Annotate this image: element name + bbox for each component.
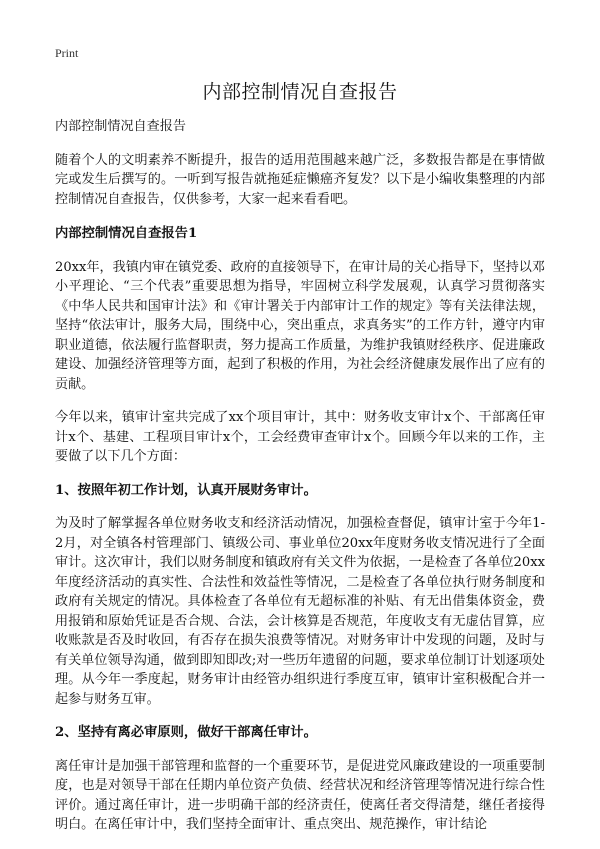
intro-paragraph: 随着个人的文明素养不断提升，报告的适用范围越来越广泛，多数报告都是在事情做完或发生后撰写的。一听到写报告就拖延症懒癌齐复发？以下是小编收集整理的内部控制情况自查报告，仅供参考，大家一起来看看吧。 [55, 152, 545, 207]
document-subtitle: 内部控制情况自查报告 [55, 119, 186, 134]
paragraph-1: 20xx年，我镇内审在镇党委、政府的直接领导下，在审计局的关心指导下，坚持以邓小平理论、“三个代表”重要思想为指导，牢固树立科学发展观，认真学习贯彻落实《中华人民共和国审计法》和《审计署关于内部审计工作的规定》等有关法律法规，坚持“依法审计，服务大局，围绕中心，突出重点，求真务实”的工作方针，遵守内审职业道德，依法履行监督职责，努力提高工作质量，为维护我镇财经秩序、促进廉政建设、加强经济管理等方面，起到了积极的作用，为社会经济健康发展作出了应有的贡献。 [55, 259, 545, 392]
section-2-body: 离任审计是加强干部管理和监督的一个重要环节，是促进党风廉政建设的一项重要制度，也是对领导干部在任期内单位资产负债、经营状况和经济管理等情况进行综合性评价。通过离任审计，进一步明确干部的经济责任，使离任者交得清楚，继任者接得明白。在离任审计中，我们坚持全面审计、重点突出、规范操作，审计结论 [55, 758, 545, 832]
page-title: 内部控制情况自查报告 [202, 81, 398, 103]
print-link[interactable]: Print [55, 46, 79, 60]
section-1-body: 为及时了解掌握各单位财务收支和经济活动情况，加强检查督促，镇审计室于今年1-2月，对全镇各村管理部门、镇级公司、事业单位20xx年度财务收支情况进行了全面审计。这次审计，我们以财务制度和镇政府有关文件为依据，一是检查了各单位20xx年度经济活动的真实性、合法性和效益性等情况，二是检查了各单位执行财务制度和政府有关规定的情况。具体检查了各单位有无超标准的补贴、有无出借集体资金，费用报销和原始凭证是否合规、合法，会计核算是否规范，年度收支有无虚估冒算，应收账款是否及时收回，有否存在损失浪费等情况。对财务审计中发现的问题，及时与有关单位领导沟通，做到即知即改;对一些历年遗留的问题，要求单位制订计划逐项处理。从今年一季度起，财务审计由经管办组织进行季度互审，镇审计室积极配合并一起参与财务互审。 [55, 516, 545, 707]
section-1-heading: 1、按照年初工作计划，认真开展财务审计。 [55, 482, 317, 498]
report-heading: 内部控制情况自查报告1 [55, 226, 198, 241]
paragraph-2: 今年以来，镇审计室共完成了xx个项目审计，其中：财务收支审计x个、干部离任审计x个、基建、工程项目审计x个，工会经费审查审计x个。回顾今年以来的工作，主要做了以下几个方面： [55, 410, 545, 464]
document-body [55, 117, 545, 849]
section-2-heading: 2、坚持有离必审原则，做好干部离任审计。 [55, 725, 317, 740]
